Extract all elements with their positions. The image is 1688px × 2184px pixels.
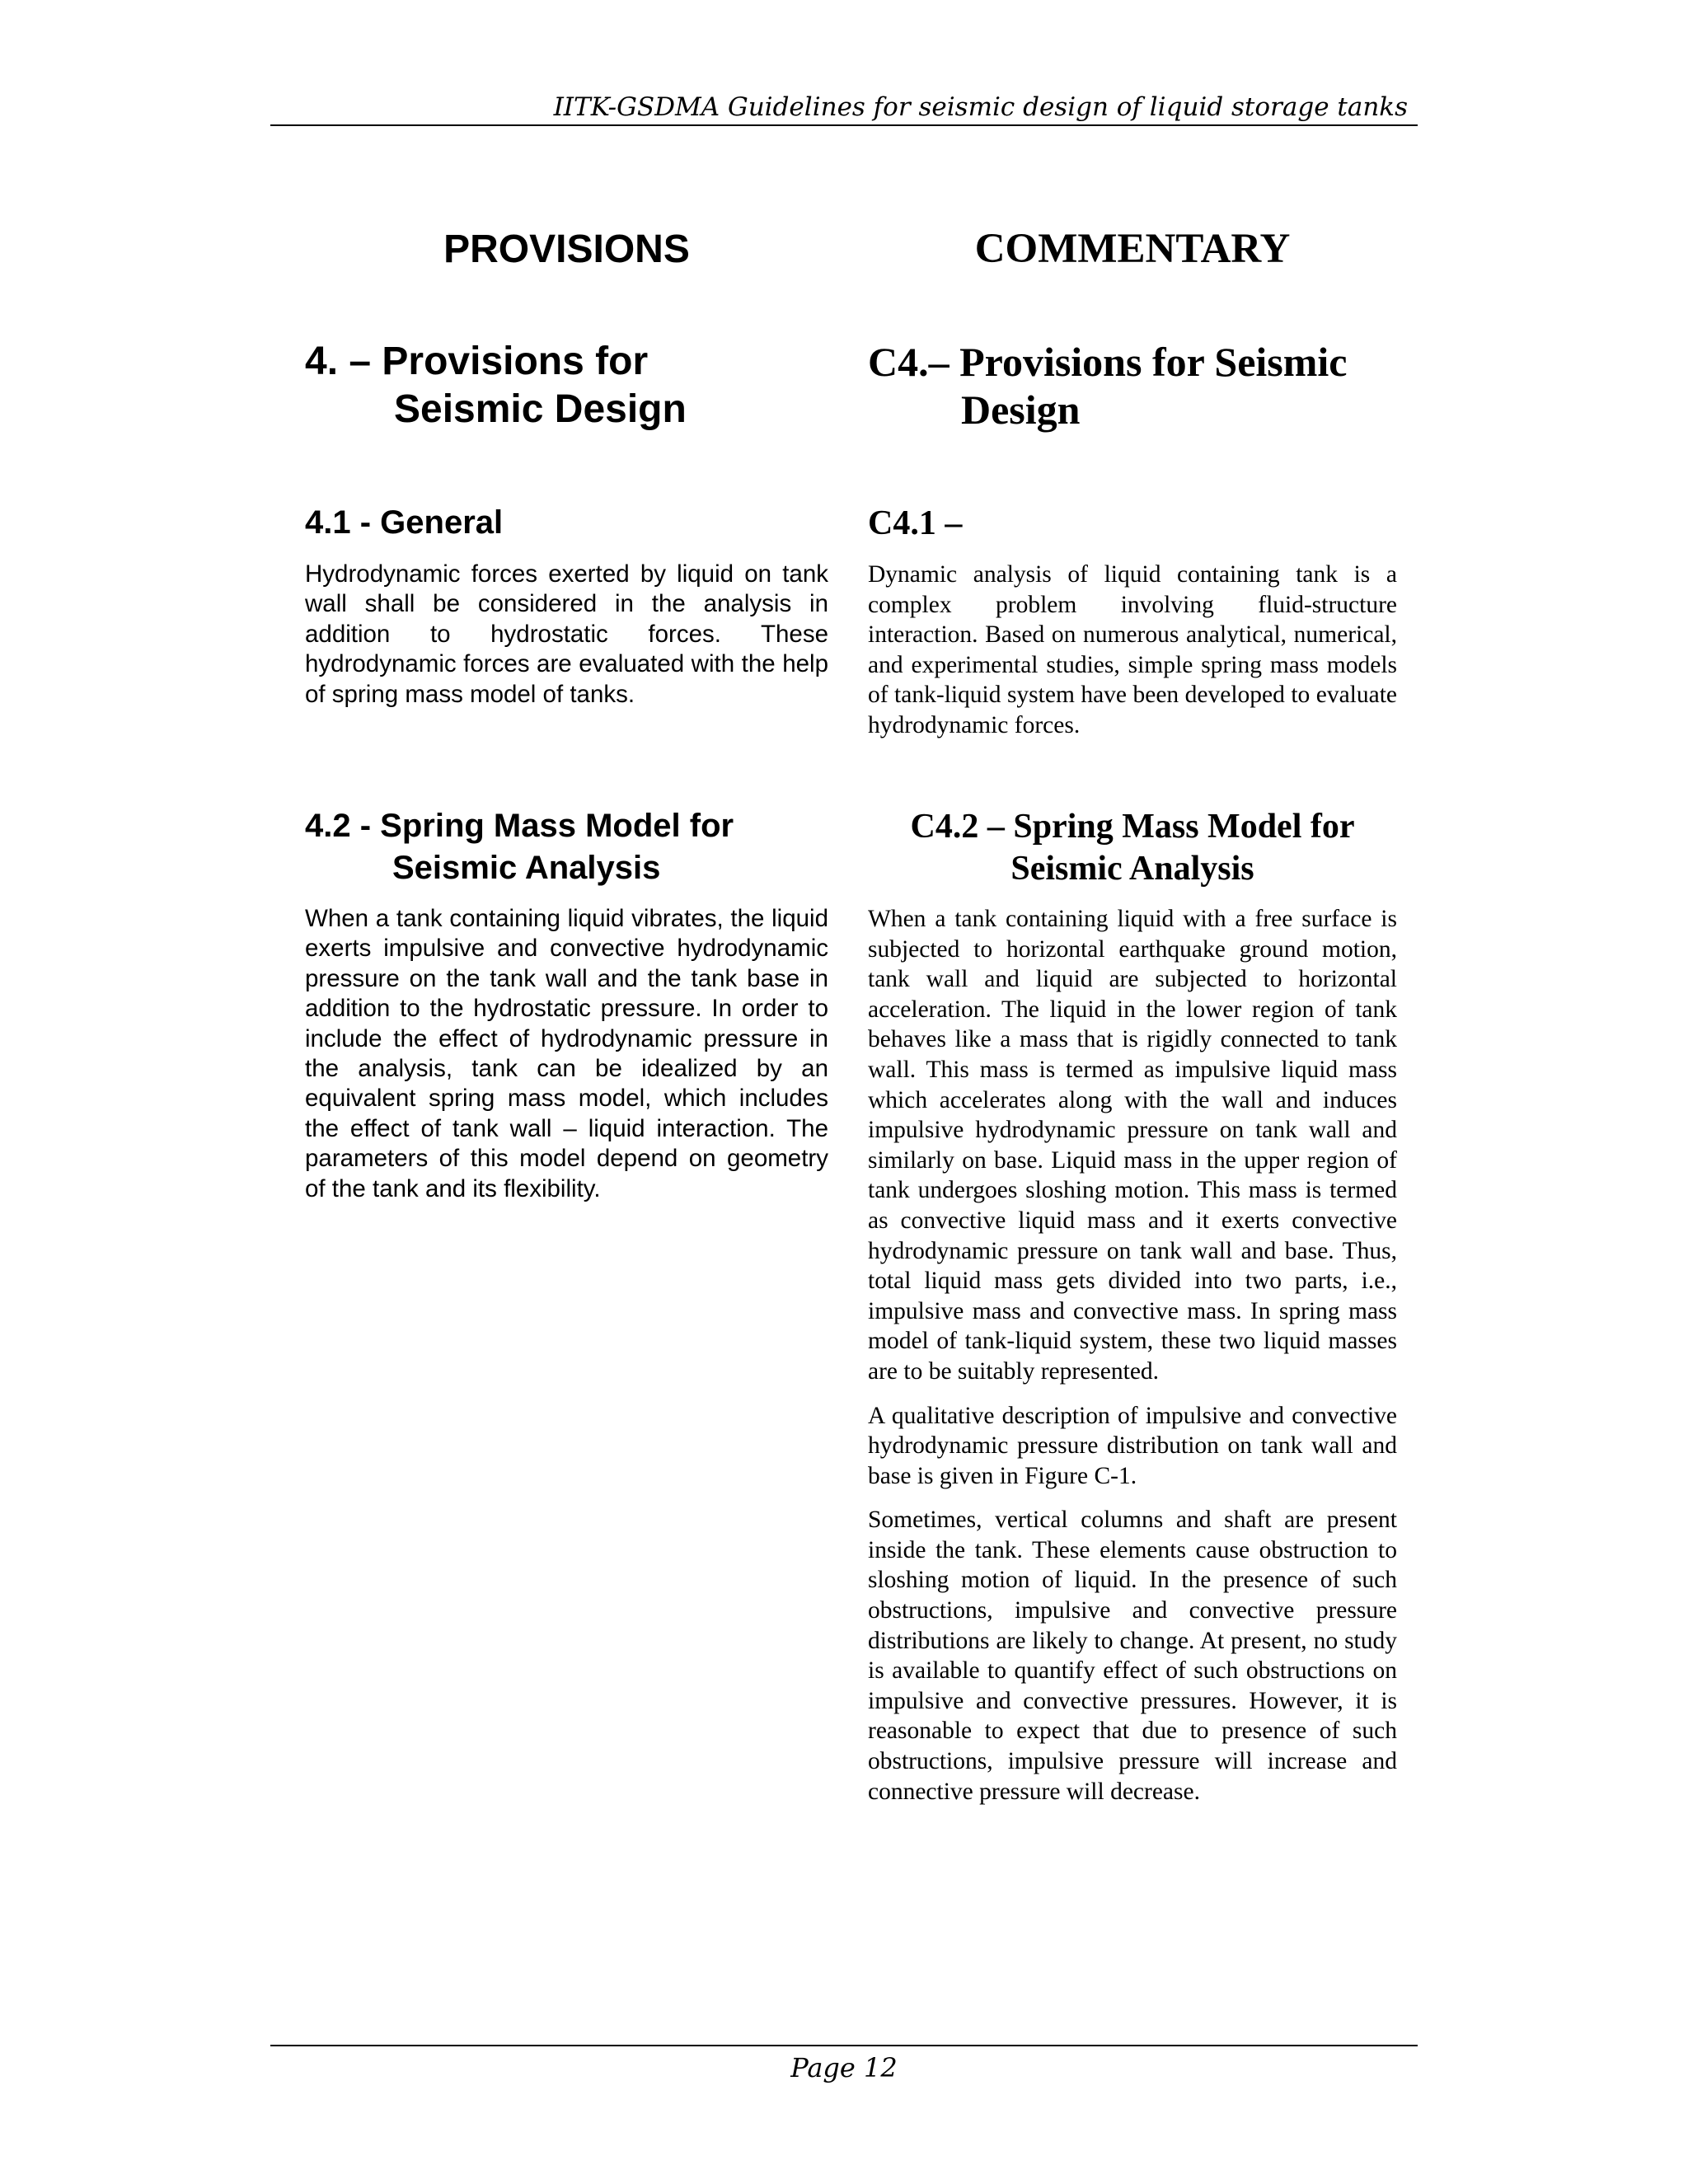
section-4-2-title-line2: Seismic Analysis xyxy=(392,850,661,886)
header-rule xyxy=(270,124,1418,126)
provisions-4-2 xyxy=(305,805,828,889)
section-c4-2-para-2: A qualitative description of impulsive and convective hydrodynamic pressure distribution on tank wall and base is given in Figure C-1. xyxy=(868,1402,1397,1489)
section-c4-title-line1: C4.– Provisions for Seismic xyxy=(868,339,1348,385)
provisions-column-title: PROVISIONS xyxy=(443,227,690,271)
commentary-column-title: COMMENTARY xyxy=(974,226,1291,272)
section-c4-1-title: C4.1 – xyxy=(868,504,963,542)
section-c4-2-title-line2: Seismic Analysis xyxy=(1010,850,1254,888)
running-header: IITK-GSDMA Guidelines for seismic design of liquid storage tanks xyxy=(553,92,1408,122)
provisions-4-1 xyxy=(305,502,828,544)
commentary-c4-2 xyxy=(868,806,1397,890)
section-c4-2-para-1: When a tank containing liquid with a free surface is subjected to horizontal earthquake ground motion, tank wall and liquid are subjected to horizontal acceleration. The liquid in the lower region of tank behaves like a mass that is rigidly connected to tank wall. This mass is termed as impulsive liquid mass which accelerates along with the wall and induces impulsive hydrodynamic pressure on tank wall and similarly on base. Liquid mass in the upper region of tank undergoes sloshing motion. This mass is termed as convective liquid mass and it exerts convective hydrodynamic pressure on tank wall and base. Thus, total liquid mass gets divided into two parts, i.e., impulsive mass and convective mass. In spring mass model of tank-liquid system, these two liquid masses are to be suitably represented. xyxy=(868,906,1397,1385)
commentary-c4-1-body-block xyxy=(868,560,1397,741)
provisions-4-1-body-block xyxy=(305,560,828,710)
commentary-section-c4-title xyxy=(868,338,1397,434)
section-c4-1-body: Dynamic analysis of liquid containing tank is a complex problem involving fluid-structure interaction. Based on numerous analytical, numerical, and experimental studies, simple spring mass models of tank-liquid system have been developed to evaluate hydrodynamic forces. xyxy=(868,561,1397,738)
commentary-c4-1 xyxy=(868,503,1397,545)
section-4-title-line1: 4. – Provisions for xyxy=(305,340,649,383)
section-c4-title-line2: Design xyxy=(961,387,1081,433)
section-4-2-body: When a tank containing liquid vibrates, the liquid exerts impulsive and convective hydrodynamic pressure on the tank wall and the tank base in addition to the hydrostatic pressure. In order to include the effect of hydrodynamic pressure in the analysis, tank can be idealized by an equivalent spring mass model, which includes the effect of tank wall – liquid interaction. The parameters of this model depend on geometry of the tank and its flexibility. xyxy=(305,905,828,1202)
page-number: Page 12 xyxy=(790,2052,898,2083)
section-c4-2-title-line1: C4.2 – Spring Mass Model for xyxy=(910,808,1355,846)
provisions-4-2-body-block xyxy=(305,904,828,1204)
section-4-1-body: Hydrodynamic forces exerted by liquid on tank wall shall be considered in the analysis in addition to hydrostatic forces. These hydrodynamic forces are evaluated with the help of spring mass model of tanks. xyxy=(305,560,828,708)
footer-rule xyxy=(270,2045,1418,2046)
section-4-2-title-line1: 4.2 - Spring Mass Model for xyxy=(305,808,734,844)
commentary-c4-2-body-block xyxy=(868,904,1397,1807)
section-4-title-line2: Seismic Design xyxy=(394,387,687,431)
provisions-section-4-title xyxy=(305,338,828,434)
section-4-1-title: 4.1 - General xyxy=(305,504,504,541)
section-c4-2-para-3: Sometimes, vertical columns and shaft are present inside the tank. These elements cause obstruction to sloshing motion of liquid. In the presence of such obstructions, impulsive and convective pressure distributions are likely to change. At present, no study is available to quantify effect of such obstructions on impulsive and convective pressures. However, it is reasonable to expect that due to presence of such obstructions, impulsive pressure will increase and connective pressure will decrease. xyxy=(868,1507,1397,1805)
